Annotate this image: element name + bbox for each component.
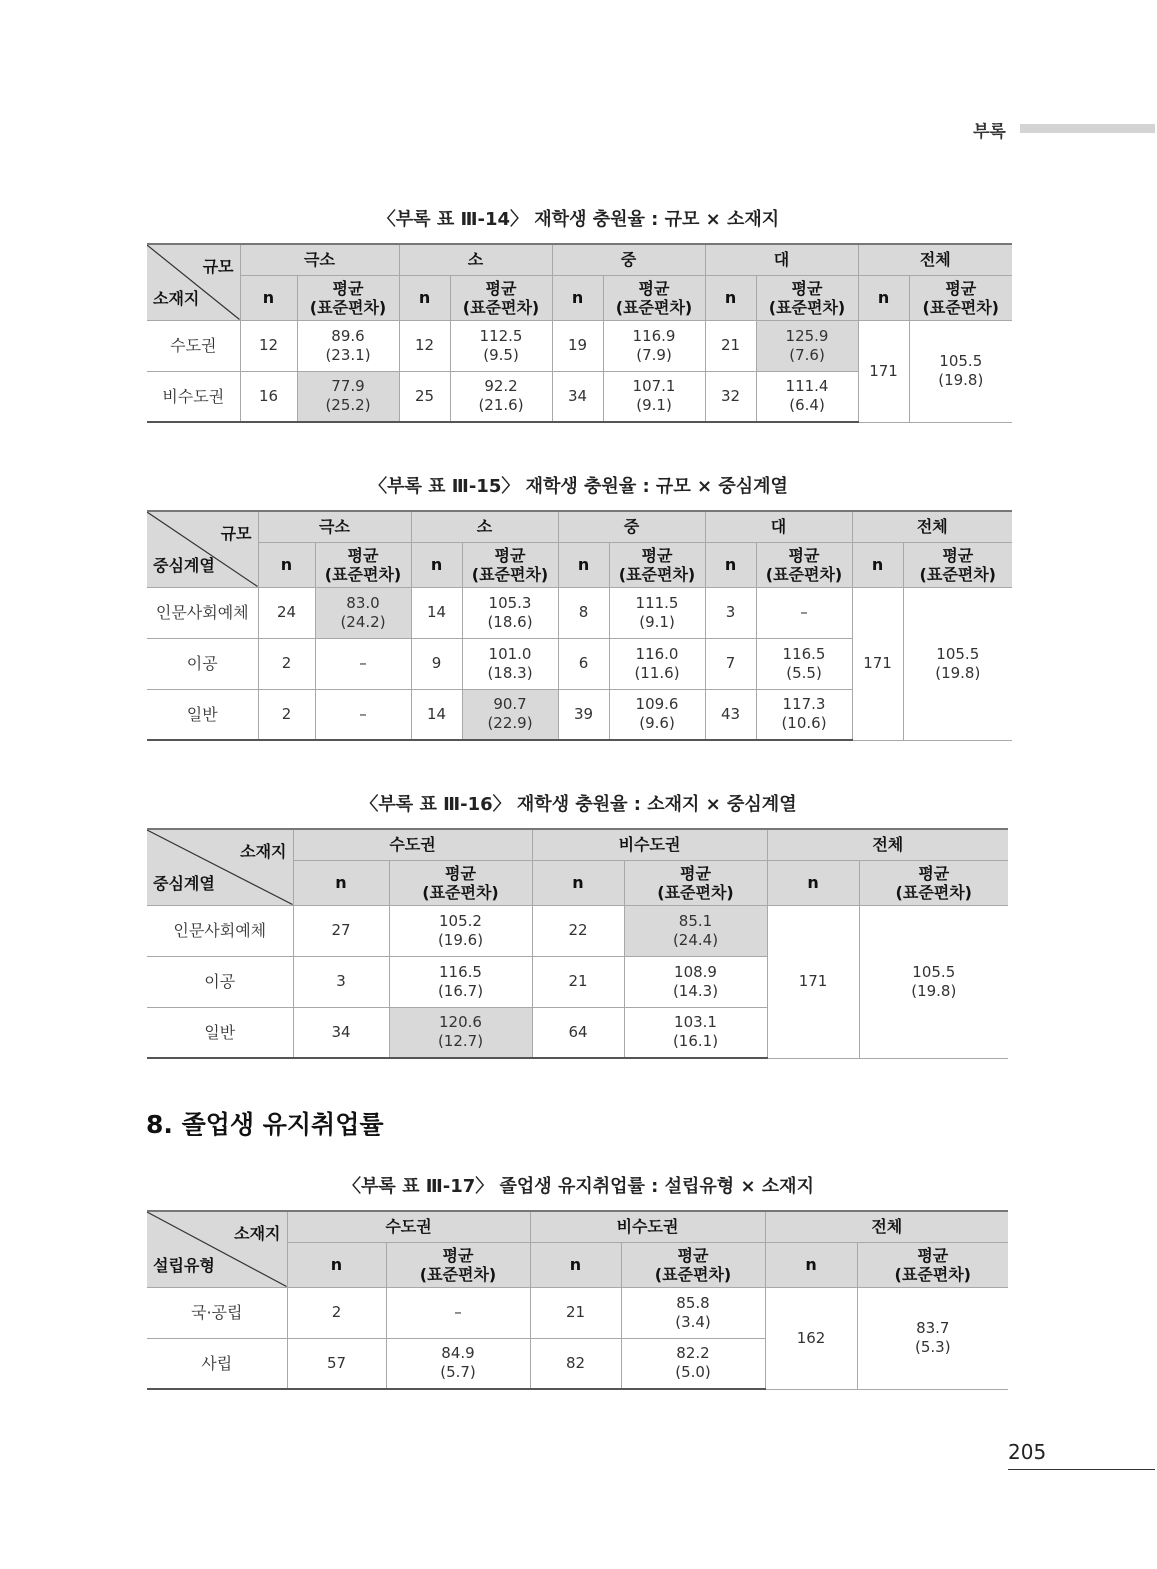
mean-value: 116.9 bbox=[632, 326, 676, 345]
table-caption: 〈부록 표 Ⅲ-16〉 재학생 충원율 : 소재지 × 중심계열 bbox=[360, 794, 797, 815]
mean-value: 101.0 bbox=[488, 644, 532, 663]
mean-sd-cell bbox=[315, 689, 411, 740]
row-label: 사립 bbox=[147, 1338, 287, 1389]
n-header: n bbox=[705, 275, 756, 320]
sd-label: (표준편차) bbox=[471, 564, 549, 584]
n-cell: 7 bbox=[705, 638, 756, 689]
n-cell: 8 bbox=[558, 587, 609, 638]
sd-value: (25.2) bbox=[325, 396, 371, 415]
row-label: 수도권 bbox=[147, 320, 240, 371]
mean-sd-header bbox=[603, 275, 705, 320]
mean-value: 85.1 bbox=[678, 911, 713, 930]
sd-label: (표준편차) bbox=[894, 1264, 971, 1284]
section-title: 8. 졸업생 유지취업률 bbox=[146, 1110, 384, 1139]
mean-sd-header bbox=[756, 542, 852, 587]
corner-header bbox=[147, 244, 240, 320]
corner-header bbox=[147, 511, 258, 587]
group-header: 중 bbox=[558, 511, 705, 542]
mean-sd-cell bbox=[621, 1338, 765, 1389]
mean-sd-header bbox=[389, 860, 532, 905]
sd-value: (19.8) bbox=[911, 981, 957, 1000]
sd-value: (19.8) bbox=[938, 371, 984, 389]
mean-sd-cell bbox=[609, 638, 705, 689]
n-header: n bbox=[399, 275, 450, 320]
sd-value: (6.4) bbox=[789, 396, 825, 415]
sd-value: (3.4) bbox=[675, 1312, 711, 1331]
n-cell: 9 bbox=[411, 638, 462, 689]
mean-value: 109.6 bbox=[635, 695, 679, 714]
mean-label: 평균 bbox=[680, 863, 711, 883]
mean-value: 82.2 bbox=[676, 1344, 710, 1363]
corner-bottom-label: 중심계열 bbox=[153, 873, 215, 893]
n-header: n bbox=[558, 542, 609, 587]
mean-value: – bbox=[800, 603, 808, 621]
table-caption: 〈부록 표 Ⅲ-14〉 재학생 충원율 : 규모 × 소재지 bbox=[377, 209, 780, 230]
running-header-bar bbox=[1020, 124, 1155, 133]
row-label: 일반 bbox=[147, 1007, 293, 1058]
mean-value: 112.5 bbox=[479, 326, 523, 345]
n-cell: 16 bbox=[240, 371, 297, 422]
mean-value: 103.1 bbox=[674, 1013, 717, 1032]
mean-label: 평균 bbox=[918, 863, 950, 883]
mean-value: 83.0 bbox=[346, 593, 380, 612]
mean-sd-header bbox=[450, 275, 552, 320]
group-header: 전체 bbox=[852, 511, 1012, 542]
row-label: 인문사회예체 bbox=[147, 905, 293, 956]
table-row bbox=[147, 587, 1012, 638]
row-label: 일반 bbox=[147, 689, 258, 740]
group-header: 수도권 bbox=[287, 1211, 530, 1242]
mean-value: 116.0 bbox=[635, 644, 679, 663]
mean-sd-cell bbox=[603, 320, 705, 371]
mean-sd-cell bbox=[386, 1287, 530, 1338]
row-label: 비수도권 bbox=[147, 371, 240, 422]
n-cell: 22 bbox=[532, 905, 624, 956]
n-cell: 21 bbox=[530, 1287, 621, 1338]
sd-value: (19.6) bbox=[437, 930, 484, 949]
total-n-cell: 171 bbox=[858, 320, 909, 422]
row-label: 이공 bbox=[147, 638, 258, 689]
n-header: n bbox=[852, 542, 903, 587]
mean-sd-header bbox=[315, 542, 411, 587]
mean-sd-cell-highlighted bbox=[462, 689, 558, 740]
mean-sd-cell bbox=[603, 371, 705, 422]
sd-value: (23.1) bbox=[325, 345, 371, 364]
sd-label: (표준편차) bbox=[324, 564, 402, 584]
mean-sd-header bbox=[859, 860, 1008, 905]
sd-value: (7.9) bbox=[636, 345, 672, 364]
total-n-cell: 162 bbox=[765, 1287, 857, 1389]
n-cell: 14 bbox=[411, 587, 462, 638]
group-header: 극소 bbox=[258, 511, 411, 542]
mean-sd-cell bbox=[462, 638, 558, 689]
total-n-cell: 171 bbox=[852, 587, 903, 740]
mean-value: 105.5 bbox=[936, 644, 980, 663]
row-label: 국·공립 bbox=[147, 1287, 287, 1338]
group-header: 비수도권 bbox=[530, 1211, 765, 1242]
total-mean-sd-cell bbox=[859, 905, 1008, 1058]
mean-sd-header bbox=[857, 1242, 1008, 1287]
mean-label: 평균 bbox=[638, 278, 670, 298]
mean-label: 평균 bbox=[442, 1245, 474, 1265]
n-cell: 6 bbox=[558, 638, 609, 689]
mean-sd-cell bbox=[756, 689, 852, 740]
sd-label: (표준편차) bbox=[422, 882, 499, 902]
n-cell: 34 bbox=[293, 1007, 389, 1058]
n-header: n bbox=[240, 275, 297, 320]
table-row bbox=[147, 1287, 1008, 1338]
mean-label: 평균 bbox=[945, 278, 977, 298]
mean-label: 평균 bbox=[347, 545, 379, 565]
table-caption: 〈부록 표 Ⅲ-17〉 졸업생 유지취업률 : 설립유형 × 소재지 bbox=[343, 1176, 814, 1197]
mean-sd-cell bbox=[450, 371, 552, 422]
mean-sd-header bbox=[462, 542, 558, 587]
mean-sd-cell bbox=[389, 956, 532, 1007]
mean-value: 89.6 bbox=[331, 326, 365, 345]
page-number: 205 bbox=[1008, 1440, 1047, 1464]
running-header-label: 부록 bbox=[973, 122, 1006, 142]
mean-value: – bbox=[454, 1303, 462, 1321]
corner-top-label: 소재지 bbox=[234, 1224, 281, 1243]
mean-value: 85.8 bbox=[676, 1293, 710, 1312]
sd-value: (11.6) bbox=[634, 663, 680, 682]
mean-sd-header bbox=[756, 275, 858, 320]
n-cell: 2 bbox=[287, 1287, 386, 1338]
mean-sd-header bbox=[386, 1242, 530, 1287]
sd-value: (5.5) bbox=[786, 663, 822, 682]
table-row bbox=[147, 905, 1008, 956]
mean-sd-cell-highlighted bbox=[315, 587, 411, 638]
corner-top-label: 규모 bbox=[220, 524, 252, 543]
mean-sd-header bbox=[297, 275, 399, 320]
mean-value: 111.4 bbox=[785, 377, 829, 396]
corner-header bbox=[147, 1211, 287, 1287]
table-iii-16 bbox=[147, 828, 1008, 1059]
sd-value: (9.5) bbox=[483, 345, 519, 364]
sd-value: (18.6) bbox=[487, 612, 533, 631]
n-cell: 21 bbox=[705, 320, 756, 371]
n-cell: 39 bbox=[558, 689, 609, 740]
mean-sd-cell-highlighted bbox=[756, 320, 858, 371]
n-cell: 21 bbox=[532, 956, 624, 1007]
sd-label: (표준편차) bbox=[895, 882, 972, 902]
mean-sd-header bbox=[609, 542, 705, 587]
mean-label: 평균 bbox=[445, 863, 476, 883]
n-cell: 12 bbox=[240, 320, 297, 371]
n-cell: 3 bbox=[705, 587, 756, 638]
sd-value: (9.6) bbox=[639, 714, 675, 733]
n-header: n bbox=[552, 275, 603, 320]
mean-sd-header bbox=[621, 1242, 765, 1287]
corner-top-label: 규모 bbox=[202, 257, 234, 276]
mean-value: 84.9 bbox=[441, 1344, 475, 1363]
mean-sd-cell bbox=[315, 638, 411, 689]
mean-sd-cell bbox=[624, 1007, 767, 1058]
sd-label: (표준편차) bbox=[419, 1264, 497, 1284]
sd-label: (표준편차) bbox=[919, 564, 996, 584]
mean-label: 평균 bbox=[942, 545, 974, 565]
n-cell: 34 bbox=[552, 371, 603, 422]
n-header: n bbox=[258, 542, 315, 587]
total-mean-sd-cell bbox=[903, 587, 1012, 740]
group-header: 수도권 bbox=[293, 829, 532, 860]
n-header: n bbox=[293, 860, 389, 905]
mean-value: 92.2 bbox=[484, 377, 518, 396]
mean-sd-header bbox=[903, 542, 1012, 587]
mean-value: 83.7 bbox=[916, 1319, 950, 1337]
mean-label: 평균 bbox=[485, 278, 517, 298]
mean-sd-cell bbox=[756, 638, 852, 689]
corner-top-label: 소재지 bbox=[240, 842, 287, 861]
mean-sd-cell-highlighted bbox=[297, 371, 399, 422]
mean-sd-cell bbox=[624, 956, 767, 1007]
table-iii-14 bbox=[147, 243, 1012, 423]
n-header: n bbox=[530, 1242, 621, 1287]
sd-value: (16.1) bbox=[672, 1032, 719, 1051]
group-header: 중 bbox=[552, 244, 705, 275]
table-iii-15 bbox=[147, 510, 1012, 741]
sd-value: (22.9) bbox=[487, 714, 533, 733]
sd-value: (5.0) bbox=[675, 1363, 711, 1382]
mean-sd-cell bbox=[386, 1338, 530, 1389]
corner-bottom-label: 설립유형 bbox=[153, 1255, 215, 1275]
mean-value: 125.9 bbox=[785, 326, 829, 345]
sd-value: (5.3) bbox=[914, 1338, 951, 1356]
group-header: 대 bbox=[705, 244, 858, 275]
sd-label: (표준편차) bbox=[765, 564, 843, 584]
n-header: n bbox=[765, 1242, 857, 1287]
mean-value: 111.5 bbox=[635, 593, 679, 612]
corner-bottom-label: 소재지 bbox=[153, 288, 200, 308]
corner-bottom-label: 중심계열 bbox=[153, 555, 215, 575]
sd-label: (표준편차) bbox=[654, 1264, 732, 1284]
sd-label: (표준편차) bbox=[309, 297, 387, 317]
group-header: 전체 bbox=[767, 829, 1008, 860]
n-cell: 24 bbox=[258, 587, 315, 638]
mean-sd-cell-highlighted bbox=[389, 1007, 532, 1058]
sd-label: (표준편차) bbox=[768, 297, 846, 317]
sd-value: (18.3) bbox=[487, 663, 533, 682]
mean-value: 105.3 bbox=[488, 593, 532, 612]
sd-value: (9.1) bbox=[639, 612, 675, 631]
total-n-cell: 171 bbox=[767, 905, 859, 1058]
row-label: 인문사회예체 bbox=[147, 587, 258, 638]
sd-label: (표준편차) bbox=[615, 297, 693, 317]
table-row bbox=[147, 320, 1012, 371]
row-label: 이공 bbox=[147, 956, 293, 1007]
n-cell: 2 bbox=[258, 689, 315, 740]
mean-sd-cell bbox=[609, 587, 705, 638]
mean-value: 117.3 bbox=[782, 695, 826, 714]
mean-label: 평균 bbox=[494, 545, 526, 565]
n-header: n bbox=[532, 860, 624, 905]
group-header: 전체 bbox=[765, 1211, 1008, 1242]
sd-value: (19.8) bbox=[935, 663, 981, 682]
n-cell: 82 bbox=[530, 1338, 621, 1389]
n-cell: 64 bbox=[532, 1007, 624, 1058]
mean-label: 평균 bbox=[791, 278, 823, 298]
sd-label: (표준편차) bbox=[922, 297, 999, 317]
sd-value: (9.1) bbox=[636, 396, 672, 415]
table-caption: 〈부록 표 Ⅲ-15〉 재학생 충원율 : 규모 × 중심계열 bbox=[369, 476, 788, 497]
mean-value: 105.5 bbox=[939, 352, 983, 370]
mean-sd-header bbox=[624, 860, 767, 905]
n-header: n bbox=[767, 860, 859, 905]
sd-value: (24.2) bbox=[340, 612, 386, 631]
n-cell: 12 bbox=[399, 320, 450, 371]
mean-value: 105.2 bbox=[439, 911, 482, 930]
n-cell: 2 bbox=[258, 638, 315, 689]
mean-value: 116.5 bbox=[439, 962, 482, 981]
n-cell: 14 bbox=[411, 689, 462, 740]
mean-sd-cell bbox=[621, 1287, 765, 1338]
sd-value: (24.4) bbox=[672, 930, 719, 949]
mean-sd-cell bbox=[450, 320, 552, 371]
mean-value: 105.5 bbox=[912, 962, 956, 981]
n-cell: 27 bbox=[293, 905, 389, 956]
mean-label: 평균 bbox=[677, 1245, 709, 1265]
sd-value: (12.7) bbox=[437, 1032, 484, 1051]
mean-value: 77.9 bbox=[331, 377, 365, 396]
mean-label: 평균 bbox=[641, 545, 673, 565]
sd-value: (7.6) bbox=[789, 345, 825, 364]
sd-value: (16.7) bbox=[437, 981, 484, 1000]
table-iii-17 bbox=[147, 1210, 1008, 1390]
corner-header bbox=[147, 829, 293, 905]
mean-value: – bbox=[359, 654, 367, 672]
group-header: 대 bbox=[705, 511, 852, 542]
group-header: 비수도권 bbox=[532, 829, 767, 860]
group-header: 소 bbox=[411, 511, 558, 542]
mean-sd-cell bbox=[389, 905, 532, 956]
n-header: n bbox=[858, 275, 909, 320]
mean-sd-cell bbox=[756, 587, 852, 638]
n-header: n bbox=[411, 542, 462, 587]
sd-label: (표준편차) bbox=[657, 882, 734, 902]
group-header: 소 bbox=[399, 244, 552, 275]
page-number-rule bbox=[1008, 1469, 1155, 1470]
n-header: n bbox=[705, 542, 756, 587]
mean-label: 평균 bbox=[917, 1245, 949, 1265]
mean-sd-cell bbox=[297, 320, 399, 371]
sd-value: (21.6) bbox=[478, 396, 524, 415]
n-cell: 43 bbox=[705, 689, 756, 740]
n-cell: 32 bbox=[705, 371, 756, 422]
mean-sd-cell bbox=[462, 587, 558, 638]
n-cell: 3 bbox=[293, 956, 389, 1007]
n-cell: 19 bbox=[552, 320, 603, 371]
total-mean-sd-cell bbox=[857, 1287, 1008, 1389]
n-cell: 25 bbox=[399, 371, 450, 422]
mean-value: 116.5 bbox=[782, 644, 826, 663]
n-header: n bbox=[287, 1242, 386, 1287]
mean-value: 108.9 bbox=[674, 962, 717, 981]
mean-value: 107.1 bbox=[632, 377, 676, 396]
group-header: 극소 bbox=[240, 244, 399, 275]
sd-value: (10.6) bbox=[781, 714, 827, 733]
mean-sd-cell-highlighted bbox=[624, 905, 767, 956]
group-header: 전체 bbox=[858, 244, 1012, 275]
sd-label: (표준편차) bbox=[462, 297, 540, 317]
mean-label: 평균 bbox=[788, 545, 820, 565]
sd-label: (표준편차) bbox=[618, 564, 696, 584]
mean-label: 평균 bbox=[332, 278, 364, 298]
n-cell: 57 bbox=[287, 1338, 386, 1389]
total-mean-sd-cell bbox=[909, 320, 1012, 422]
sd-value: (14.3) bbox=[672, 981, 719, 1000]
sd-value: (5.7) bbox=[440, 1363, 476, 1382]
mean-value: 90.7 bbox=[493, 695, 527, 714]
mean-sd-cell bbox=[756, 371, 858, 422]
mean-sd-header bbox=[909, 275, 1012, 320]
mean-value: – bbox=[359, 704, 367, 723]
mean-value: 120.6 bbox=[439, 1013, 482, 1032]
mean-sd-cell bbox=[609, 689, 705, 740]
